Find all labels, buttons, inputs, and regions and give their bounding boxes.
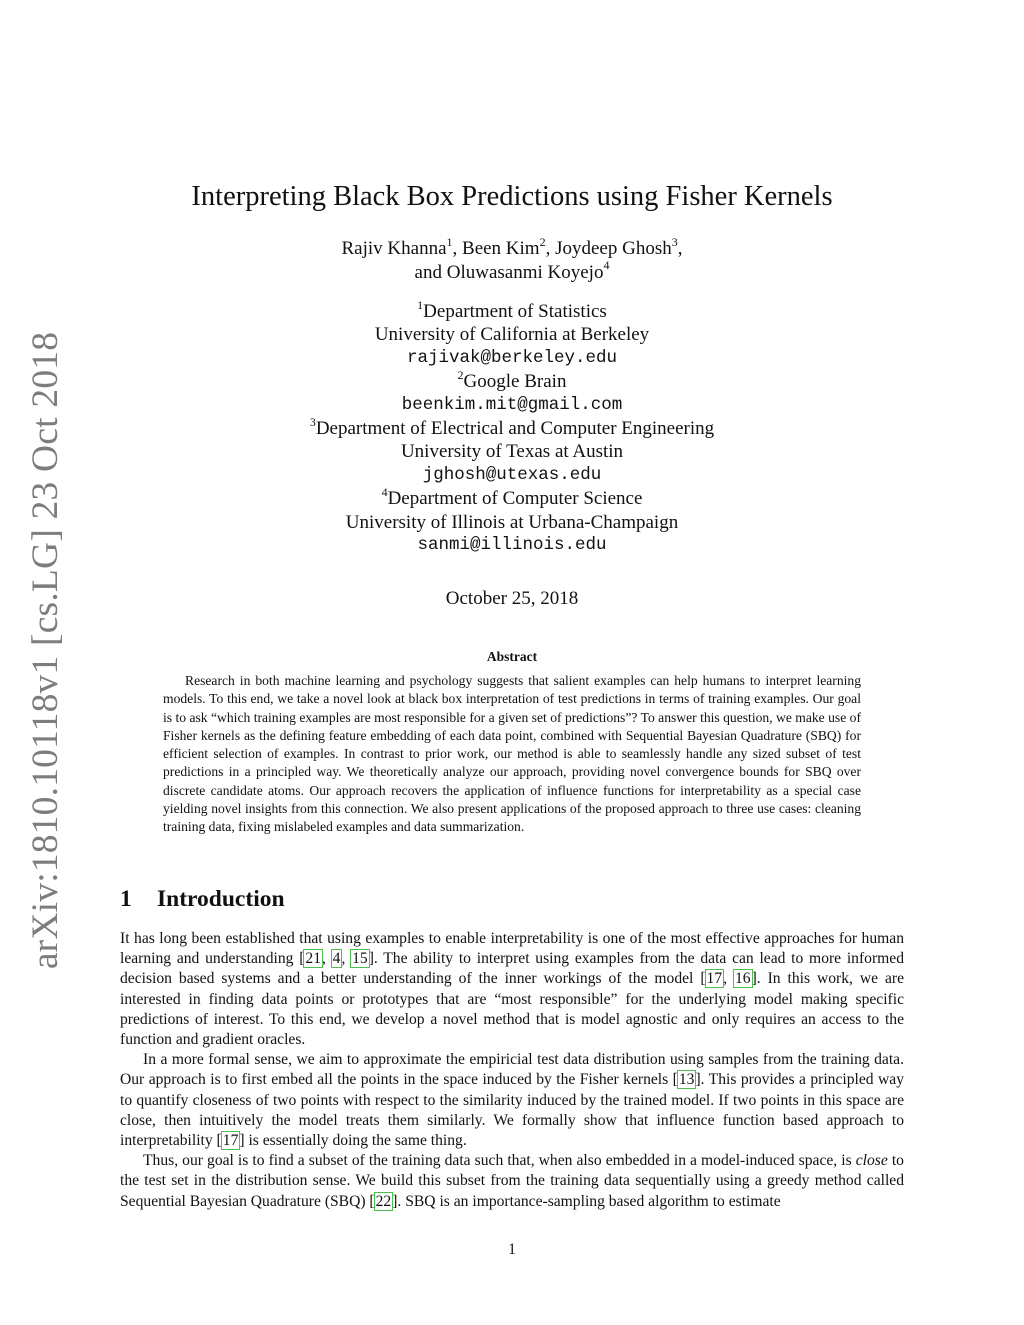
intro-paragraph-3 <box>120 1151 904 1212</box>
affiliation-marker: 4 <box>381 484 388 499</box>
author-name: , Joydeep Ghosh <box>545 238 672 259</box>
author-name: and Oluwasanmi Koyejo <box>414 261 604 283</box>
text-run: to the test set in the distribution sense. We build this subset from the training data sequentially using a greedy method called Sequential Bayesian Quadrature (SBQ) [ <box>120 1152 904 1210</box>
text-run: , <box>322 950 332 968</box>
citation-link[interactable]: 17 <box>706 970 723 988</box>
page-number: 1 <box>508 1241 516 1258</box>
emphasis: close <box>855 1152 888 1170</box>
affiliation-marker: 3 <box>309 414 316 429</box>
affiliation-marker: 4 <box>603 258 610 273</box>
dept-name: Department of Computer Science <box>387 488 643 510</box>
author-list <box>0 234 1024 284</box>
section-heading-introduction <box>120 884 720 914</box>
abstract-text: Research in both machine learning and psychology suggests that salient examples can help humans to interpret learning models. To this end, we take a novel look at black box interpretation of test predictions in terms of training examples. Our goal is to ask “which training examples are most responsible for a given set of predictions”? To answer this question, we make use of Fisher kernels as the defining feature embedding of each data point, combined with Sequential Bayesian Quadrature (SBQ) for efficient selection of examples. In contrast to prior work, our method is able to seamlessly handle any sized subset of test predictions in a principled way. We theoretically analyze our approach, providing novel convergence bounds for SBQ over discrete candidate atoms. Our approach recovers the application of influence functions for interpretability as a special case yielding novel insights from this connection. We also present applications of the proposed approach to three use cases: cleaning training data, fixing mislabeled examples and data summarization. <box>163 673 861 835</box>
affiliation-marker: 1 <box>446 234 453 249</box>
text-run: In a more formal sense, we aim to approximate the empiricial test data distribution using samples from the training data. Our approach is to first embed all the points in the space induced by the Fisher kernels [ <box>120 1051 904 1089</box>
citation-link[interactable]: 15 <box>352 950 368 968</box>
text-run: Thus, our goal is to find a subset of the training data such that, when also embedded in a model-induced space, is <box>143 1152 856 1170</box>
affiliation-marker: 1 <box>417 297 424 312</box>
text-run: It has long been established that using examples to enable interpretability is one of the most effective approaches for human learning and understanding [ <box>120 930 904 968</box>
section-number: 1 <box>120 886 132 912</box>
affiliation-marker: 2 <box>457 367 464 382</box>
email-4: sanmi@illinois.edu <box>417 535 607 556</box>
dept-name: Department of Electrical and Computer Engineering <box>315 418 715 440</box>
paper-date: October 25, 2018 <box>445 588 579 609</box>
text-run: ]. In this work, we are interested in finding data points or prototypes that are “most responsible” for the underlying model making specific predictions of interest. To this end, we develop a novel method that is model agnostic and only requires an access to the function and gradient oracles. <box>120 970 904 1049</box>
affiliation-dept-2 <box>0 367 1024 393</box>
section-title: Introduction <box>157 886 285 912</box>
citation-link[interactable]: 21 <box>305 950 321 968</box>
email-2: beenkim.mit@gmail.com <box>401 394 623 415</box>
author-line-2 <box>0 258 1024 285</box>
author-name: Rajiv Khanna <box>341 238 447 259</box>
dept-name: Department of Statistics <box>423 301 607 322</box>
abstract-heading: Abstract <box>486 649 538 664</box>
email-1: rajivak@berkeley.edu <box>406 347 618 368</box>
affiliation-univ-1: University of California at Berkeley <box>374 324 650 346</box>
affiliation-univ-4: University of Illinois at Urbana-Champaign <box>345 511 679 533</box>
citation-link[interactable]: 16 <box>734 970 751 988</box>
intro-paragraph-2 <box>120 1050 904 1151</box>
text-run: ]. This provides a principled way to quantify closeness of two points with respect to the similarity induced by the trained model. If two points in this space are close, then intuitively the model treats them similarly. We formally show that influence function based approach to interpretability [ <box>120 1071 904 1150</box>
citation-link[interactable]: 13 <box>678 1071 695 1089</box>
affiliation-marker: 3 <box>671 234 678 249</box>
text-run: ] is essentially doing the same thing. <box>239 1132 467 1150</box>
affiliation-dept-1 <box>0 297 1024 323</box>
arxiv-identifier: arXiv:1810.10118v1 [cs.LG] 23 Oct 2018 <box>25 331 67 969</box>
citation-link[interactable]: 4 <box>332 950 341 968</box>
dept-name: Google Brain <box>463 371 567 393</box>
author-separator: , <box>677 238 683 259</box>
text-run: , <box>341 950 352 968</box>
affiliation-dept-4 <box>0 484 1024 510</box>
affiliation-marker: 2 <box>539 234 546 249</box>
author-line-1 <box>0 234 1024 261</box>
paper-title: Interpreting Black Box Predictions using Fisher Kernels <box>191 181 833 212</box>
citation-link[interactable]: 17 <box>222 1132 239 1150</box>
affiliation-univ-3: University of Texas at Austin <box>400 441 624 463</box>
affiliation-list <box>0 297 1024 557</box>
text-run: , <box>723 970 734 988</box>
affiliation-dept-3 <box>0 414 1024 440</box>
citation-link[interactable]: 22 <box>375 1192 392 1210</box>
intro-paragraph-1 <box>120 929 904 1050</box>
email-3: jghosh@utexas.edu <box>422 464 602 485</box>
author-name: , Been Kim <box>452 238 540 259</box>
introduction-body <box>120 929 904 1212</box>
text-run: ]. SBQ is an importance-sampling based algorithm to estimate <box>392 1192 781 1210</box>
text-run: ]. The ability to interpret using examples from the data can lead to more informed decision based systems and a better understanding of the inner workings of the model [ <box>120 950 905 988</box>
